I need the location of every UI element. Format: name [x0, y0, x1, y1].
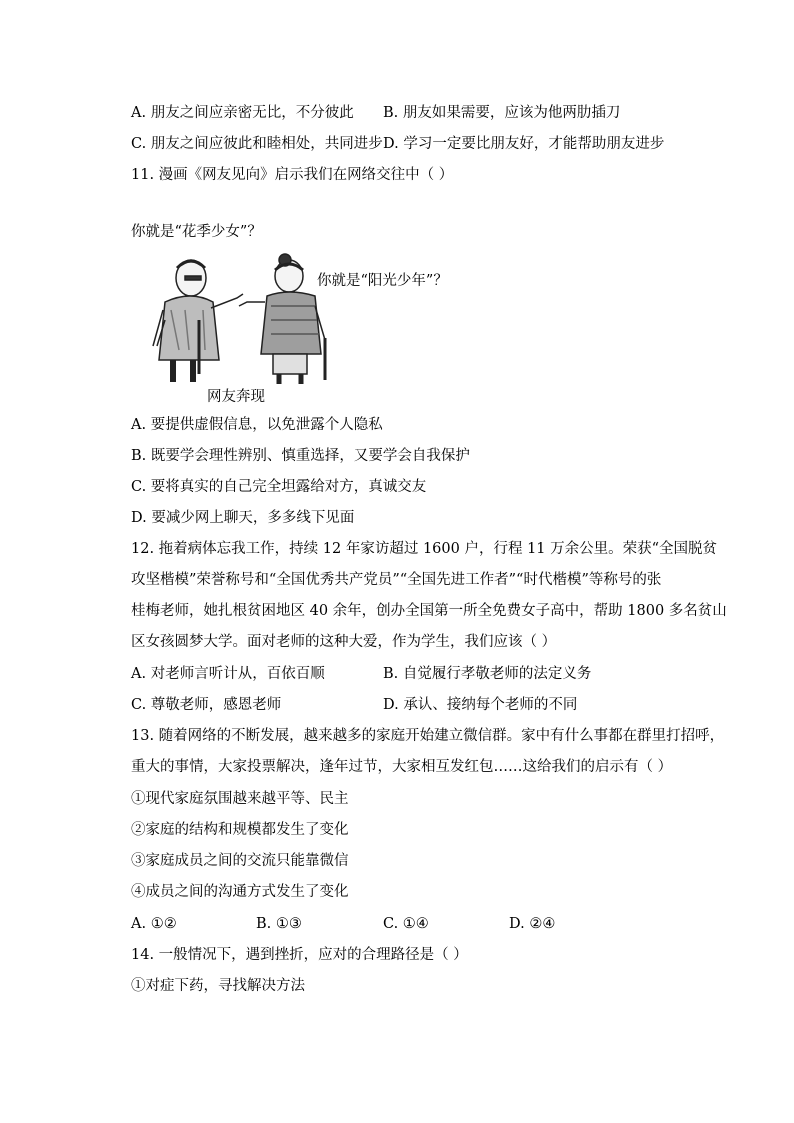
q12-option-a: A. 对老师言听计从，百依百顺 — [131, 666, 325, 682]
q10-option-b: B. 朋友如果需要，应该为他两肋插刀 — [383, 105, 621, 121]
cartoon-illustration — [139, 250, 359, 390]
q13-statement-4: ④成员之间的沟通方式发生了变化 — [131, 884, 349, 900]
q13-statement-2: ②家庭的结构和规模都发生了变化 — [131, 822, 349, 838]
q13-option-c: C. ①④ — [383, 916, 429, 932]
q11-option-d: D. 要减少网上聊天，多多线下见面 — [131, 510, 355, 526]
q13-option-d: D. ②④ — [509, 916, 556, 932]
cartoon-bubble-left: 你就是“花季少女”？ — [131, 224, 262, 240]
cartoon-bubble-right: 你就是“阳光少年”？ — [317, 273, 448, 289]
q11-option-c: C. 要将真实的自己完全坦露给对方，真诚交友 — [131, 479, 427, 495]
q11-option-b: B. 既要学会理性辨别、慎重选择，又要学会自我保护 — [131, 448, 470, 464]
cartoon-caption: 网友奔现 — [207, 389, 265, 405]
q13-stem-line2: 重大的事情，大家投票解决，逢年过节，大家相互发红包……这给我们的启示有（ ） — [131, 759, 673, 775]
q10-option-c: C. 朋友之间应彼此和睦相处，共同进步 — [131, 136, 383, 152]
q14-stem: 14. 一般情况下，遇到挫折，应对的合理路径是（ ） — [131, 947, 468, 963]
q12-option-d: D. 承认、接纳每个老师的不同 — [383, 697, 578, 713]
q14-statement-1: ①对症下药，寻找解决方法 — [131, 978, 305, 994]
q13-option-a: A. ①② — [131, 916, 177, 932]
q12-stem-line1: 12. 拖着病体忘我工作，持续 12 年家访超过 1600 户，行程 11 万余公里。荣获“全国脱贫 — [131, 541, 718, 557]
q13-option-b: B. ①③ — [256, 916, 302, 932]
q12-stem-line4: 区女孩圆梦大学。面对老师的这种大爱，作为学生，我们应该（ ） — [131, 634, 557, 650]
q13-stem-line1: 13. 随着网络的不断发展，越来越多的家庭开始建立微信群。家中有什么事都在群里打招呼， — [131, 728, 725, 744]
q11-option-a: A. 要提供虚假信息，以免泄露个人隐私 — [131, 417, 383, 433]
q12-stem-line3: 桂梅老师，她扎根贫困地区 40 余年，创办全国第一所全免费女子高中，帮助 1800 多名贫山 — [131, 603, 727, 619]
q12-stem-line2: 攻坚楷模”荣誉称号和“全国优秀共产党员”“全国先进工作者”“时代楷模”等称号的张 — [131, 572, 662, 588]
q12-option-c: C. 尊敬老师，感恩老师 — [131, 697, 282, 713]
cartoon-figure — [131, 222, 471, 412]
cartoon-man — [153, 260, 243, 382]
cartoon-woman — [239, 254, 325, 384]
q10-option-a: A. 朋友之间应亲密无比，不分彼此 — [131, 105, 354, 121]
q13-statement-3: ③家庭成员之间的交流只能靠微信 — [131, 853, 349, 869]
q10-option-d: D. 学习一定要比朋友好，才能帮助朋友进步 — [383, 136, 665, 152]
q11-stem: 11. 漫画《网友见向》启示我们在网络交往中（ ） — [131, 167, 454, 183]
q13-statement-1: ①现代家庭氛围越来越平等、民主 — [131, 791, 349, 807]
q12-option-b: B. 自觉履行孝敬老师的法定义务 — [383, 666, 592, 682]
